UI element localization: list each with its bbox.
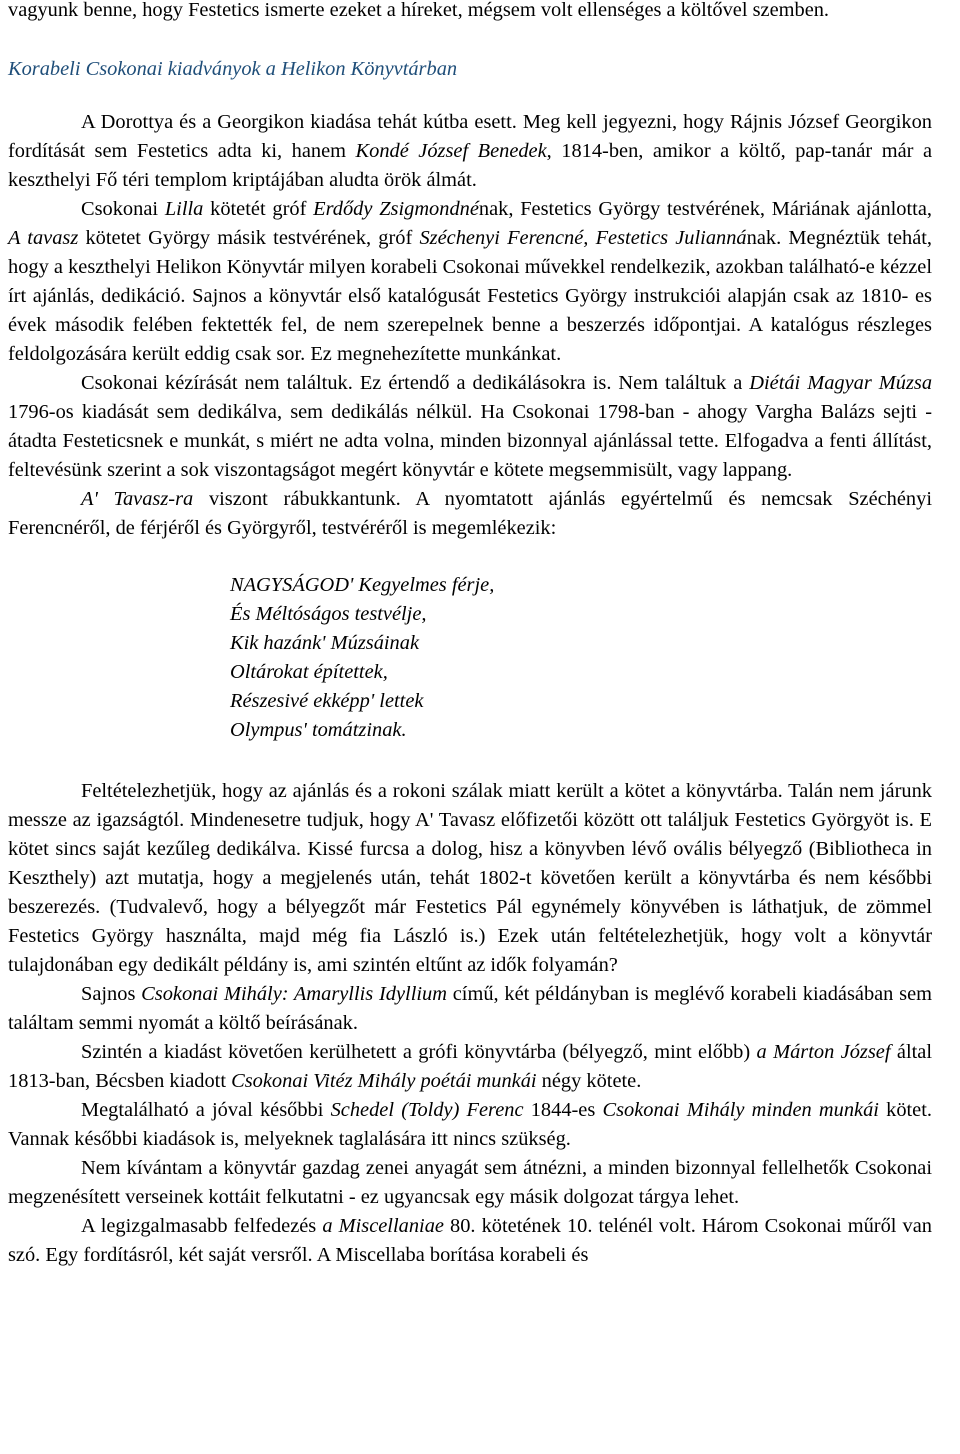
poem-line: Oltárokat építettek, — [230, 661, 388, 683]
text-run: négy kötete. — [536, 1070, 642, 1092]
text-run: 1844-es — [523, 1099, 603, 1121]
italic-run: Csokonai Mihály: Amaryllis Idyllium — [141, 983, 447, 1005]
italic-run: Lilla — [164, 198, 204, 220]
text-run: 1796-os kiadását sem dedikálva, sem dedikálás nélkül. Ha Csokonai 1798-ban - ahogy Vargha Balázs sejti - átadta Festeticsnek e munkát, s miért ne adta volna, minden bizonnyal ajánlással tette. Elfogadva a fenti állítást, feltevésünk szerint a sok viszontagságot megért könyvtár e kötete megsemmisült, vagy lappang. — [8, 401, 932, 481]
text-run: , 1814-ben, amikor a költő, pap-tanár már a keszthelyi Fő téri templom kriptájában aludta örök álmát. — [8, 140, 932, 191]
italic-run: Schedel (Toldy) Ferenc — [330, 1099, 524, 1121]
paragraph-5: Feltételezhetjük, hogy az ajánlás és a rokoni szálak miatt került a kötet a könyvtárba. Talán nem járunk messze az igazságtól. Mindenesetre tudjuk, hogy A' Tavasz előfizetői között ott találjuk Festetics Györgyöt is. E kötet sincs saját kezűleg dedikálva. Kissé furcsa a dolog, hisz a könyvben lévő ovális bélyegző (Bibliotheca in Keszthely) azt mutatja, hogy a megjelenés után, tehát 1802-t követően került a könyvtárba és nem későbbi beszerezés. (Tudvalevő, hogy a bélyegzőt már Festetics Pál egynémely könyvében is láthatjuk, de zömmel Festetics György használta, majd még fia László is.) Ezek után feltételezhetjük, hogy volt a könyvtár tulajdonában egy dedikált példány is, ami szintén eltűnt az idők folyamán? — [8, 780, 932, 976]
poem-line: Részesivé ekképp' lettek — [230, 690, 424, 712]
poem-line: Kik hazánk' Múzsáinak — [230, 632, 419, 654]
paragraph-intro: vagyunk benne, hogy Festetics ismerte ezeket a híreket, mégsem volt ellenséges a költővel szemben. — [8, 0, 830, 21]
paragraph-10 — [8, 1212, 932, 1270]
text-run: által 1813-ban, Bécsben kiadott — [8, 1041, 932, 1092]
italic-run: Diétái Magyar Múzsa — [749, 372, 933, 394]
italic-run: A' Tavasz-ra — [81, 488, 194, 510]
text-run: Sajnos — [81, 983, 142, 1005]
paragraph-4 — [8, 485, 932, 543]
text-run: A Dorottya és a Georgikon kiadása tehát kútba esett. Meg kell jegyezni, hogy Rájnis József Georgikon fordítását sem Festetics adta ki, hanem — [8, 111, 932, 162]
text-run: nak, Festetics György testvérének, Máriának ajánlotta, — [478, 198, 932, 220]
text-run: kötetét gróf — [203, 198, 314, 220]
poem-line: NAGYSÁGOD' Kegyelmes férje, — [230, 574, 495, 596]
italic-run: Erdődy Zsigmondné — [313, 198, 479, 220]
italic-run: Széchenyi Ferencné, Festetics Juliann — [419, 227, 737, 249]
italic-run: a Miscellaniae — [322, 1215, 444, 1237]
poem-block — [230, 571, 932, 745]
text-run: 80. kötetének 10. telénél volt. Három Csokonai műről van szó. Egy fordításról, két saját versről. A Miscellaba borítása korabeli és — [8, 1215, 932, 1266]
paragraph-2 — [8, 195, 932, 369]
poem-line: És Méltóságos testvélje, — [230, 603, 427, 625]
poem-line: Olympus' tomátzinak. — [230, 719, 407, 741]
italic-run: a Márton József — [756, 1041, 891, 1063]
text-run: Megtalálható a jóval későbbi — [81, 1099, 331, 1121]
text-run: kötetet György másik testvérének, gróf — [78, 227, 420, 249]
text-run: Szintén a kiadást követően kerülhetett a grófi könyvtárba (bélyegző, mint előbb) — [81, 1041, 757, 1063]
italic-run: á — [736, 227, 747, 249]
text-run: kötet. Vannak későbbi kiadások is, melyeknek taglalására itt nincs szükség. — [8, 1099, 933, 1150]
italic-run: Kondé József Benedek — [355, 140, 547, 162]
text-run: viszont rábukkantunk. A nyomtatott ajánlás egyértelmű és nemcsak Széchényi Ferencnéről, de férjéről és Györgyről, testvéréről is megemlékezik: — [8, 488, 932, 539]
text-run: című, két példányban is meglévő korabeli kiadásában sem találtam semmi nyomát a költő beírásának. — [8, 983, 933, 1034]
italic-run: A tavasz — [8, 227, 79, 249]
paragraph-9: Nem kívántam a könyvtár gazdag zenei anyagát sem átnézni, a minden bizonnyal fellelhetők Csokonai megzenésített verseinek kottáit felkutatni - ez ugyancsak egy másik dolgozat tárgya lehet. — [8, 1157, 932, 1208]
italic-run: Csokonai Vitéz Mihály poétái munkái — [231, 1070, 537, 1092]
paragraph-7 — [8, 1038, 932, 1096]
text-run: Csokonai kézírását nem találtuk. Ez értendő a dedikálásokra is. Nem találtuk a — [81, 372, 750, 394]
paragraph-6 — [8, 980, 932, 1038]
paragraph-8 — [8, 1096, 932, 1154]
text-run: nak. Megnéztük tehát, hogy a keszthelyi Helikon Könyvtár milyen korabeli Csokonai művekkel rendelkezik, azokban található-e kézzel írt ajánlás, dedikáció. Sajnos a könyvtár első katalógusát Festetics György instrukciói alapján csak az 1810- es évek második felében fektették fel, de nem szerepelnek benne a beszerzés időpontjai. A katalógus részleges feldolgozására került eddig csak sor. Ez megnehezítette munkánkat. — [8, 227, 933, 365]
italic-run: Csokonai Mihály minden munkái — [602, 1099, 879, 1121]
text-run: Csokonai — [81, 198, 165, 220]
text-run: A legizgalmasabb felfedezés — [81, 1215, 323, 1237]
paragraph-3 — [8, 369, 932, 485]
paragraph-1 — [8, 108, 932, 195]
section-heading: Korabeli Csokonai kiadványok a Helikon Könyvtárban — [8, 58, 458, 80]
